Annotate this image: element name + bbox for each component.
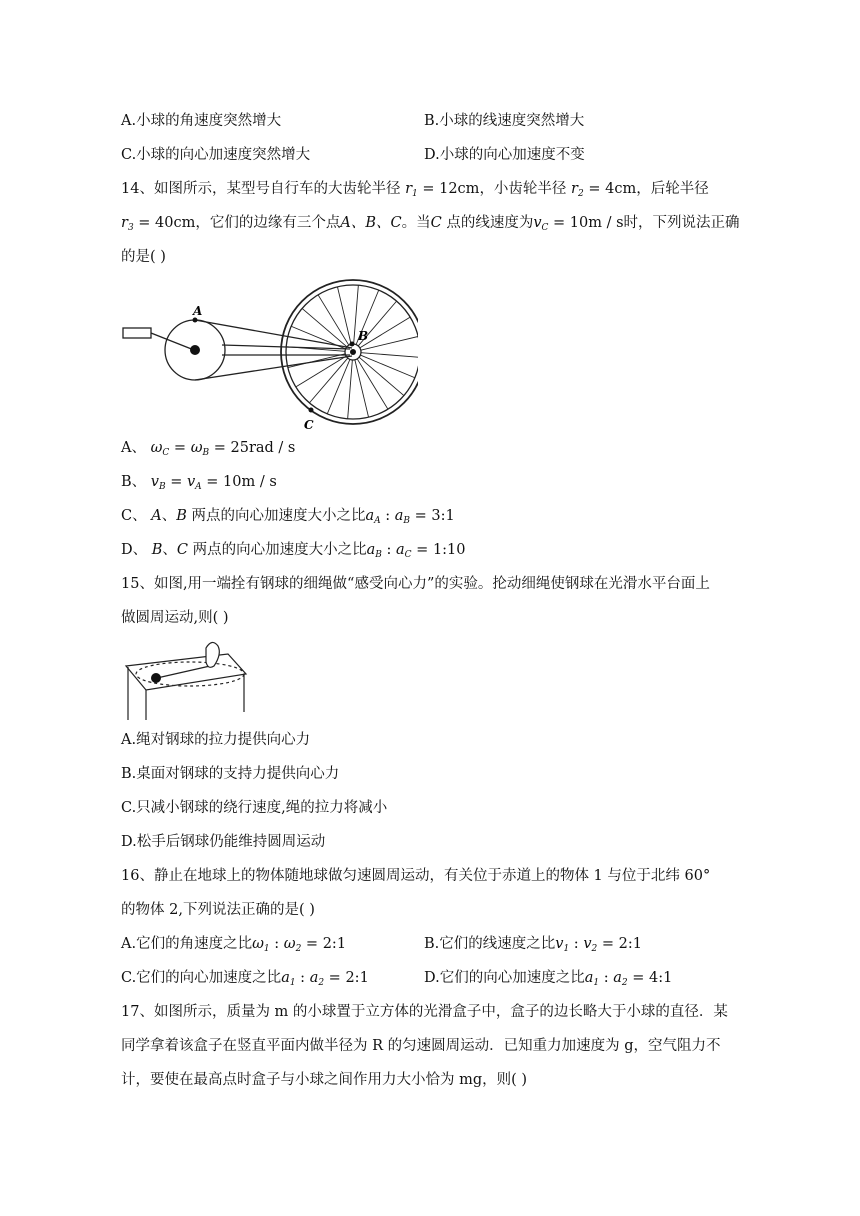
spoke-line	[361, 353, 418, 358]
q16-option-a: A.它们的角速度之比$\omega_1$ : $\omega_2$ = 2:1	[121, 936, 347, 954]
q15-option-d: D.松手后钢球仍能维持圆周运动	[121, 834, 326, 850]
q14-stem-line1: 14、如图所示，某型号自行车的大齿轮半径 $r_1 = 12cm$，小齿轮半径 $r_2 = 4cm$，后轮半径	[121, 181, 709, 199]
label-a: A	[193, 304, 203, 318]
spoke-line	[302, 308, 347, 346]
large-gear-axle	[190, 345, 200, 355]
q17-stem-line1: 17、如图所示，质量为 m 的小球置于立方体的光滑盒子中，盒子的边长略大于小球的直径．某	[121, 1004, 728, 1020]
q17-stem-line3: 计，要使在最高点时盒子与小球之间作用力大小恰为 mg，则( )	[121, 1072, 528, 1088]
point-b-dot	[350, 342, 355, 347]
q16-option-d: D.它们的向心加速度之比$a_1$ : $a_2$ = 4:1	[424, 970, 673, 988]
q17-stem-line2: 同学拿着该盒子在竖直平面内做半径为 R 的匀速圆周运动．已知重力加速度为 g，空气阻力不	[121, 1038, 721, 1054]
spoke-line	[337, 287, 351, 344]
spoke-line	[357, 359, 388, 409]
crank-line	[151, 333, 194, 350]
spoke-line	[288, 354, 345, 368]
spoke-line	[327, 359, 350, 413]
steel-ball	[151, 673, 161, 683]
point-a-dot	[193, 318, 198, 323]
q14-option-c: C、 A、B 两点的向心加速度大小之比$a_A$ : $a_B$ = 3:1	[121, 508, 455, 526]
point-c-dot	[309, 408, 314, 413]
pedal-shape	[123, 328, 151, 338]
small-gear-axle	[350, 349, 356, 355]
q13-option-d: D.小球的向心加速度不变	[424, 147, 585, 163]
label-c: C	[304, 418, 314, 432]
q14-option-b: B、 $v_B = v_A = 10m / s$	[121, 474, 277, 492]
spoke-line	[309, 358, 347, 403]
spoke-line	[318, 295, 349, 345]
bicycle-gear-figure	[118, 262, 418, 434]
spoke-line	[359, 357, 404, 395]
q14-option-a: A、 $\omega_C = \omega_B = 25rad / s$	[121, 440, 296, 458]
q16-stem-line1: 16、静止在地球上的物体随地球做匀速圆周运动，有关位于赤道上的物体 1 与位于北纬 60°	[121, 868, 711, 884]
q16-option-b: B.它们的线速度之比$v_1$ : $v_2$ = 2:1	[424, 936, 642, 954]
q13-option-b: B.小球的线速度突然增大	[424, 113, 585, 129]
q16-option-c: C.它们的向心加速度之比$a_1$ : $a_2$ = 2:1	[121, 970, 369, 988]
table-ball-figure	[120, 636, 250, 722]
q15-stem-line1: 15、如图,用一端拴有钢球的细绳做“感受向心力”的实验。抡动细绳使钢球在光滑水平台面上	[121, 576, 710, 592]
q14-stem-line3: 的是( )	[121, 249, 166, 265]
q15-option-c: C.只减小钢球的绕行速度,绳的拉力将减小	[121, 800, 388, 816]
spoke-line	[348, 360, 353, 419]
q14-stem-line2: $r_3 = 40cm$，它们的边缘有三个点A、B、C。当C 点的线速度为$v_C = 10m / s$时，下列说法正确	[121, 215, 740, 233]
spoke-line	[291, 326, 345, 349]
spoke-line	[355, 360, 369, 417]
q15-option-a: A.绳对钢球的拉力提供向心力	[121, 732, 311, 748]
q16-stem-line2: 的物体 2,下列说法正确的是( )	[121, 902, 315, 918]
chain-upper	[195, 320, 352, 348]
q13-option-c: C.小球的向心加速度突然增大	[121, 147, 311, 163]
q15-option-b: B.桌面对钢球的支持力提供向心力	[121, 766, 340, 782]
q14-option-d: D、 B、C 两点的向心加速度大小之比$a_B$ : $a_C$ = 1:10	[121, 542, 466, 560]
spoke-line	[361, 336, 418, 350]
label-b: B	[358, 329, 369, 343]
q13-option-a: A.小球的角速度突然增大	[121, 113, 282, 129]
spoke-line	[360, 355, 414, 378]
q15-stem-line2: 做圆周运动,则( )	[121, 610, 229, 626]
